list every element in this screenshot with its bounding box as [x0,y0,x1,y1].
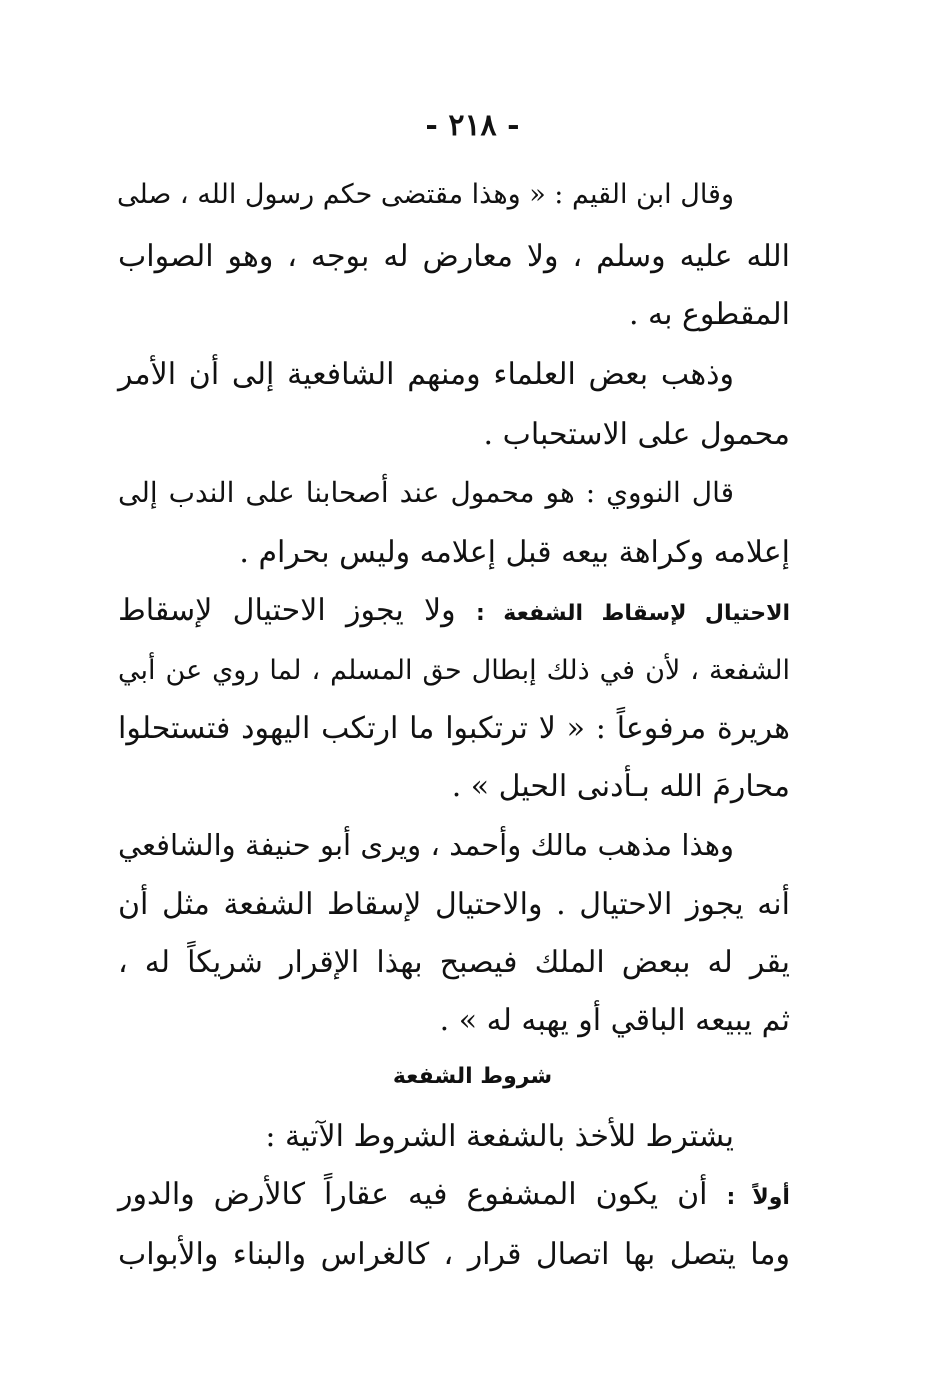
condition-1-line-2: وما يتصل بها اتصال قرار ، كالغراس والبناء والأبواب [118,1237,790,1272]
paragraph-4-line-4: محارمَ الله بـأدنى الحيل » . [451,769,790,804]
body-text [118,0,790,1398]
section-intro: يشترط للأخذ بالشفعة الشروط الآتية : [265,1119,734,1154]
paragraph-5-line-4: ثم يبيعه الباقي أو يهبه له » . [439,1003,790,1038]
paragraph-1-line-2: الله عليه وسلم ، ولا معارض له بوجه ، وهو الصواب [118,239,790,274]
paragraph-4-line-1 [118,586,790,636]
page-number: - ٢١٨ - [425,108,520,143]
section-heading: شروط الشفعة [392,1064,553,1089]
paragraph-3-line-2: إعلامه وكراهة بيعه قبل إعلامه وليس بحرام . [239,535,790,570]
paragraph-1-line-3: المقطوع به . [628,297,790,332]
paragraph-5-line-1: وهذا مذهب مالك وأحمد ، ويرى أبو حنيفة والشافعي [118,828,734,862]
paragraph-4-line-1-text: ولا يجوز الاحتيال لإسقاط [118,593,456,628]
condition-1-line-1-text: أن يكون المشفوع فيه عقاراً كالأرض والدور [118,1177,708,1212]
condition-1-line-1 [118,1170,790,1220]
paragraph-1-line-1: وقال ابن القيم : « وهذا مقتضى حكم رسول الله ، صلى [116,179,734,210]
paragraph-5-line-3: يقر له ببعض الملك فيصبح بهذا الإقرار شريكاً له ، [118,945,790,980]
paragraph-4-line-3: هريرة مرفوعاً : « لا ترتكبوا ما ارتكب اليهود فتستحلوا [118,711,790,746]
paragraph-4-line-2: الشفعة ، لأن في ذلك إبطال حق المسلم ، لما روي عن أبي [118,655,790,686]
condition-1-label: أولاً : [726,1185,790,1210]
paragraph-2-line-1: وذهب بعض العلماء ومنهم الشافعية إلى أن الأمر [118,357,734,392]
paragraph-2-line-2: محمول على الاستحباب . [483,417,790,452]
inline-heading-hiyal: الاحتيال لإسقاط الشفعة : [476,601,791,626]
paragraph-5-line-2: أنه يجوز الاحتيال . والاحتيال لإسقاط الشفعة مثل أن [118,887,790,922]
paragraph-3-line-1: قال النووي : هو محمول عند أصحابنا على الندب إلى [118,476,734,509]
